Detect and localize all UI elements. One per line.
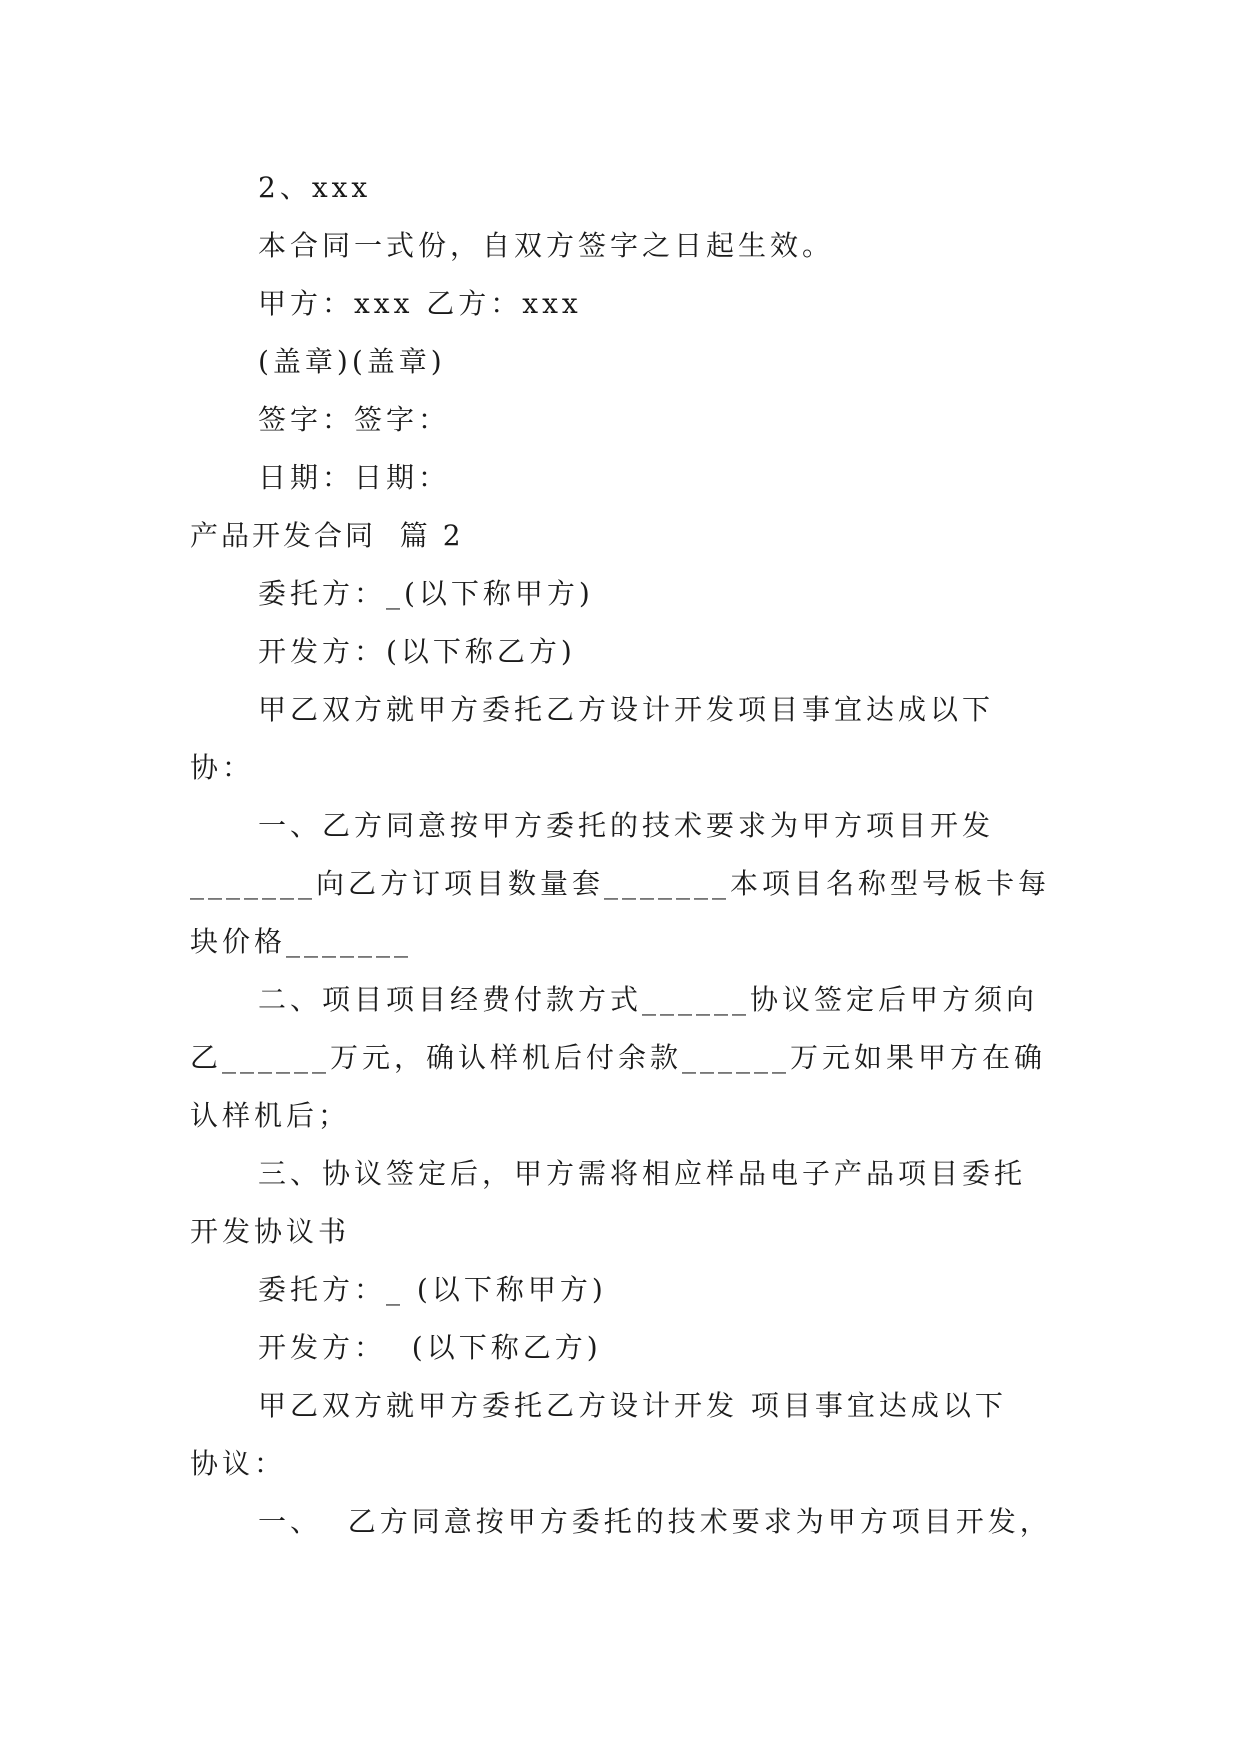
- section-heading: 产品开发合同 篇 2: [190, 519, 464, 552]
- parties-line: 甲方：xxx 乙方：xxx: [258, 287, 582, 320]
- seal-line: (盖章)(盖章): [258, 345, 446, 378]
- clause-one: 一、乙方同意按甲方委托的技术要求为甲方项目开发: [258, 809, 995, 842]
- agreement-intro-2-cont: 协议：: [190, 1447, 287, 1480]
- agreement-intro-cont: 协：: [190, 751, 255, 784]
- effective-clause: 本合同一式份，自双方签字之日起生效。: [258, 229, 835, 262]
- client-line: 委托方：_(以下称甲方): [258, 577, 594, 610]
- developer-line: 开发方：(以下称乙方): [258, 635, 576, 668]
- clause-two: 二、项目项目经费付款方式______协议签定后甲方须向: [258, 983, 1039, 1016]
- date-line: 日期：日期：: [258, 461, 451, 494]
- clause-three-cont: 开发协议书: [190, 1215, 351, 1248]
- client-line-2: 委托方：_ (以下称甲方): [258, 1273, 607, 1306]
- clause-two-cont-2: 认样机后；: [190, 1099, 351, 1132]
- agreement-intro: 甲乙双方就甲方委托乙方设计开发项目事宜达成以下: [258, 693, 995, 726]
- clause-two-cont: 乙______万元，确认样机后付余款______万元如果甲方在确: [190, 1041, 1047, 1074]
- clause-item-2: 2、xxx: [258, 171, 372, 204]
- clause-one-cont: _______向乙方订项目数量套_______本项目名称型号板卡每: [190, 867, 1051, 900]
- agreement-intro-2: 甲乙双方就甲方委托乙方设计开发 项目事宜达成以下: [258, 1389, 1007, 1422]
- developer-line-2: 开发方： (以下称乙方): [258, 1331, 602, 1364]
- clause-one-cont-2: 块价格_______: [190, 925, 413, 958]
- clause-one-2: 一、 乙方同意按甲方委托的技术要求为甲方项目开发，: [258, 1505, 1052, 1538]
- signature-line: 签字：签字：: [258, 403, 451, 436]
- clause-three: 三、协议签定后，甲方需将相应样品电子产品项目委托: [258, 1157, 1027, 1190]
